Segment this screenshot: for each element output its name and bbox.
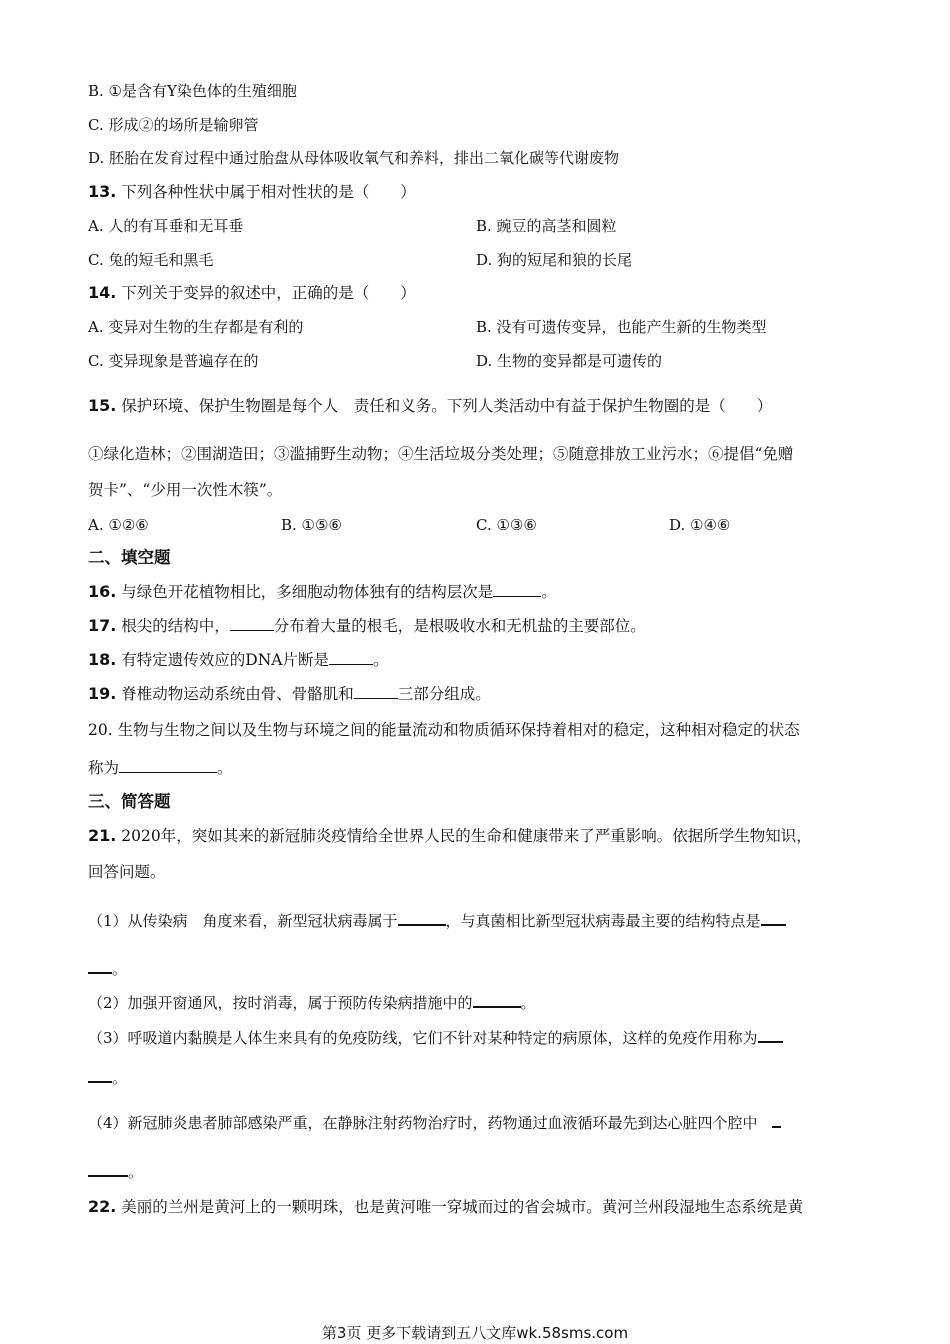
q21-part1 bbox=[88, 910, 786, 932]
q14-option-a: A. 变异对生物的生存都是有利的 bbox=[88, 318, 304, 336]
q21-part1-text2: ，与真菌相比新型冠状病毒最主要的结构特点是 bbox=[445, 912, 761, 930]
q18-blank bbox=[329, 650, 373, 665]
q18-number: 18. bbox=[88, 650, 117, 669]
q22-text: 美丽的兰州是黄河上的一颗明珠，也是黄河唯一穿城而过的省会城市。黄河兰州段湿地生态系统是黄 bbox=[116, 1198, 804, 1216]
q21-part2-text: （2）加强开窗通风，按时消毒，属于预防传染病措施中的 bbox=[88, 994, 473, 1012]
q19-number: 19. bbox=[88, 684, 117, 703]
q21-part2-end: 。 bbox=[520, 994, 536, 1012]
q21-part4-text: （4）新冠肺炎患者肺部感染严重，在静脉注射药物治疗时，药物通过血液循环最先到达心脏四个腔中 bbox=[88, 1114, 758, 1132]
q21-part1-text: （1）从传染病 角度来看，新型冠状病毒属于 bbox=[88, 912, 398, 930]
q20-line2 bbox=[88, 757, 233, 779]
q17-blank bbox=[230, 616, 274, 631]
q21-part1-blank1 bbox=[398, 910, 446, 926]
q14-text: 下列关于变异的叙述中，正确的是（ ） bbox=[116, 284, 416, 302]
section-fill-in-title: 二、填空题 bbox=[88, 548, 171, 567]
q19 bbox=[88, 683, 491, 705]
q19-text-end: 三部分组成。 bbox=[397, 685, 491, 703]
q21-part1-blank2-start bbox=[761, 910, 786, 926]
q13-number: 13. bbox=[88, 182, 117, 201]
q21-part2 bbox=[88, 992, 536, 1014]
q21-number: 21. bbox=[88, 826, 117, 845]
q15-option-a: A. ①②⑥ bbox=[88, 516, 149, 534]
q17 bbox=[88, 615, 646, 637]
q20-line1: 20. 生物与生物之间以及生物与环境之间的能量流动和物质循环保持着相对的稳定，这种相对稳定的状态 bbox=[88, 721, 800, 739]
q15-number: 15. bbox=[88, 396, 117, 415]
q14-option-c: C. 变异现象是普遍存在的 bbox=[88, 352, 259, 370]
q18-text-end: 。 bbox=[372, 651, 389, 669]
q21-part4-cont bbox=[88, 1161, 143, 1183]
q21-part2-blank bbox=[473, 992, 521, 1008]
page-footer: 第3页 更多下载请到五八文库wk.58sms.com bbox=[321, 1324, 629, 1342]
q14-option-b: B. 没有可遗传变异，也能产生新的生物类型 bbox=[476, 318, 767, 336]
q21-part4-blank-end bbox=[88, 1161, 128, 1177]
q17-text: 根尖的结构中， bbox=[116, 617, 230, 635]
q13-option-a: A. 人的有耳垂和无耳垂 bbox=[88, 217, 244, 235]
q13-option-c: C. 兔的短毛和黑毛 bbox=[88, 251, 214, 269]
q19-blank bbox=[354, 684, 398, 699]
q15-text: 保护环境、保护生物圈是每个人 责任和义务。下列人类活动中有益于保护生物圈的是（ ） bbox=[116, 397, 773, 415]
q14-option-d: D. 生物的变异都是可遗传的 bbox=[476, 352, 663, 370]
q12-option-b: B. ①是含有Y染色体的生殖细胞 bbox=[88, 82, 297, 100]
q15-items-line2: 贺卡”、“少用一次性木筷”。 bbox=[88, 481, 283, 499]
q16-blank bbox=[493, 582, 541, 597]
q13-option-b: B. 豌豆的高茎和圆粒 bbox=[476, 217, 617, 235]
q21-part1-cont bbox=[88, 958, 127, 980]
q16-text-end: 。 bbox=[541, 583, 557, 601]
q13-text: 下列各种性状中属于相对性状的是（ ） bbox=[116, 183, 416, 201]
q15-option-d: D. ①④⑥ bbox=[669, 516, 731, 534]
q18-text: 有特定遗传效应的DNA片断是 bbox=[116, 651, 329, 669]
q22-stem bbox=[88, 1196, 803, 1218]
q14-number: 14. bbox=[88, 283, 117, 302]
q12-option-d: D. 胚胎在发育过程中通过胎盘从母体吸收氧气和养料，排出二氧化碳等代谢废物 bbox=[88, 149, 620, 167]
q21-part4-end: 。 bbox=[128, 1163, 144, 1181]
q14-stem bbox=[88, 282, 416, 304]
q21-part3-end: 。 bbox=[112, 1069, 128, 1087]
q12-option-c: C. 形成②的场所是输卵管 bbox=[88, 116, 259, 134]
q13-stem bbox=[88, 181, 416, 203]
q21-part3 bbox=[88, 1027, 783, 1049]
q17-number: 17. bbox=[88, 616, 117, 635]
q19-text: 脊椎动物运动系统由骨、骨骼肌和 bbox=[116, 685, 354, 703]
q21-part3-text: （3）呼吸道内黏膜是人体生来具有的免疫防线，它们不针对某种特定的病原体，这样的免疫作用称为 bbox=[88, 1029, 758, 1047]
q21-part3-blank-end bbox=[88, 1067, 112, 1083]
q21-stem-line2: 回答问题。 bbox=[88, 863, 166, 881]
q21-stem bbox=[88, 825, 812, 847]
q20-blank bbox=[119, 758, 217, 773]
q15-stem bbox=[88, 395, 772, 417]
q16 bbox=[88, 581, 557, 603]
section-short-answer-title: 三、简答题 bbox=[88, 792, 171, 811]
q16-text: 与绿色开花植物相比，多细胞动物体独有的结构层次是 bbox=[116, 583, 494, 601]
q17-text-end: 分布着大量的根毛，是根吸收水和无机盐的主要部位。 bbox=[273, 617, 646, 635]
q18 bbox=[88, 649, 388, 671]
q15-items-line1: ①绿化造林；②围湖造田；③滥捕野生动物；④生活垃圾分类处理；⑤随意排放工业污水；⑥提倡“免赠 bbox=[88, 445, 794, 463]
q21-part1-end: 。 bbox=[112, 960, 128, 978]
q21-part4 bbox=[88, 1112, 781, 1134]
q21-part3-cont bbox=[88, 1067, 127, 1089]
q21-part1-blank2-end bbox=[88, 958, 112, 974]
q20-text-end: 。 bbox=[217, 759, 233, 777]
q22-number: 22. bbox=[88, 1197, 117, 1216]
q21-part3-blank-start bbox=[758, 1027, 783, 1043]
q15-option-c: C. ①③⑥ bbox=[476, 516, 537, 534]
q13-option-d: D. 狗的短尾和狼的长尾 bbox=[476, 251, 633, 269]
q20-text: 称为 bbox=[88, 759, 120, 777]
q21-part4-blank-start bbox=[772, 1112, 781, 1128]
q16-number: 16. bbox=[88, 582, 117, 601]
q21-text: 2020年，突如其来的新冠肺炎疫情给全世界人民的生命和健康带来了严重影响。依据所学生物知识， bbox=[116, 827, 812, 845]
q15-option-b: B. ①⑤⑥ bbox=[281, 516, 342, 534]
